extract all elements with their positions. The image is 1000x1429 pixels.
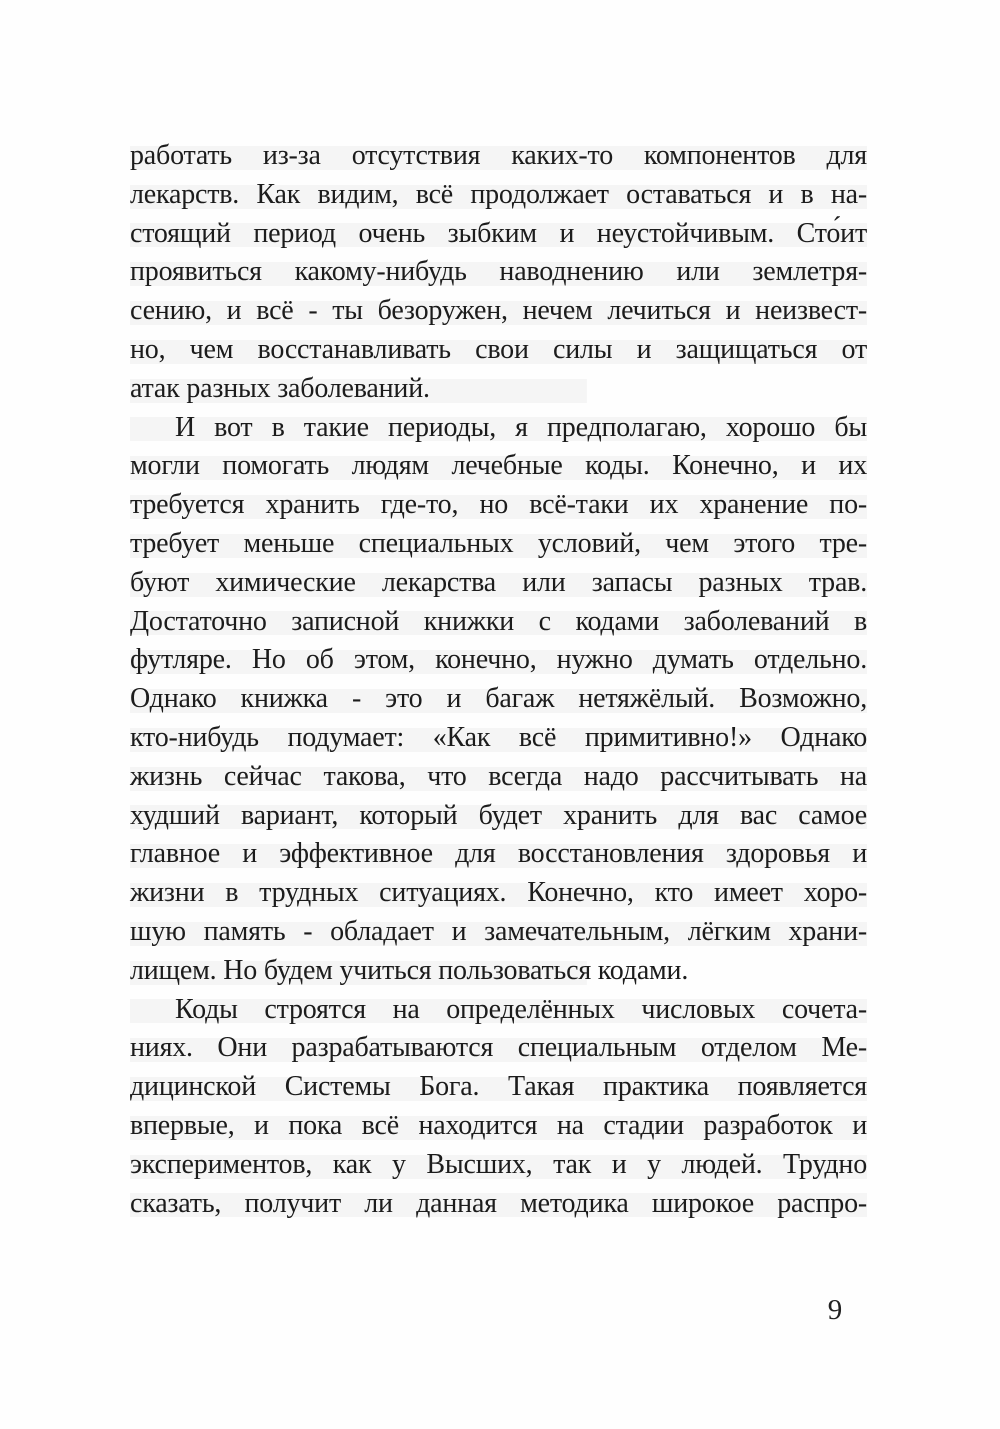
text-line: кто-нибудь подумает: «Как всё примитивно!» Однако [130, 719, 867, 758]
text-line: сказать, получит ли данная методика широкое распро- [130, 1185, 867, 1224]
text-line: стоящий период очень зыбким и неустойчивым. Сто́ит [130, 215, 867, 254]
text-line: экспериментов, как у Высших, так и у людей. Трудно [130, 1146, 867, 1185]
text-line: Однако книжка - это и багаж нетяжёлый. Возможно, [130, 680, 867, 719]
text-line: могли помогать людям лечебные коды. Конечно, и их [130, 447, 867, 486]
page-number: 9 [827, 1294, 843, 1326]
text-line: сению, и всё - ты безоружен, нечем лечиться и неизвест- [130, 292, 867, 331]
text-line: работать из-за отсутствия каких-то компонентов для [130, 137, 867, 176]
text-line: ниях. Они разрабатываются специальным отделом Ме- [130, 1029, 867, 1068]
text-line: жизнь сейчас такова, что всегда надо рассчитывать на [130, 758, 867, 797]
text-line: Достаточно записной книжки с кодами заболеваний в [130, 603, 867, 642]
text-line: дицинской Системы Бога. Такая практика появляется [130, 1068, 867, 1107]
text-line: требуется хранить где-то, но всё-таки их хранение по- [130, 486, 867, 525]
text-line: буют химические лекарства или запасы разных трав. [130, 564, 867, 603]
text-line: но, чем восстанавливать свои силы и защищаться от [130, 331, 867, 370]
text-line: проявиться какому-нибудь наводнению или землетря- [130, 253, 867, 292]
text-line: шую память - обладает и замечательным, лёгким храни- [130, 913, 867, 952]
text-block [130, 137, 867, 1223]
text-line: худший вариант, который будет хранить для вас самое [130, 797, 867, 836]
text-line: атак разных заболеваний. [130, 370, 867, 409]
text-line: Коды строятся на определённых числовых сочета- [130, 991, 867, 1030]
text-line: жизни в трудных ситуациях. Конечно, кто имеет хоро- [130, 874, 867, 913]
text-line: впервые, и пока всё находится на стадии разработок и [130, 1107, 867, 1146]
text-line: И вот в такие периоды, я предполагаю, хорошо бы [130, 409, 867, 448]
text-line: лекарств. Как видим, всё продолжает оставаться и в на- [130, 176, 867, 215]
text-line: лищем. Но будем учиться пользоваться кодами. [130, 952, 867, 991]
text-line: футляре. Но об этом, конечно, нужно думать отдельно. [130, 641, 867, 680]
text-line: требует меньше специальных условий, чем этого тре- [130, 525, 867, 564]
text-line: главное и эффективное для восстановления здоровья и [130, 835, 867, 874]
